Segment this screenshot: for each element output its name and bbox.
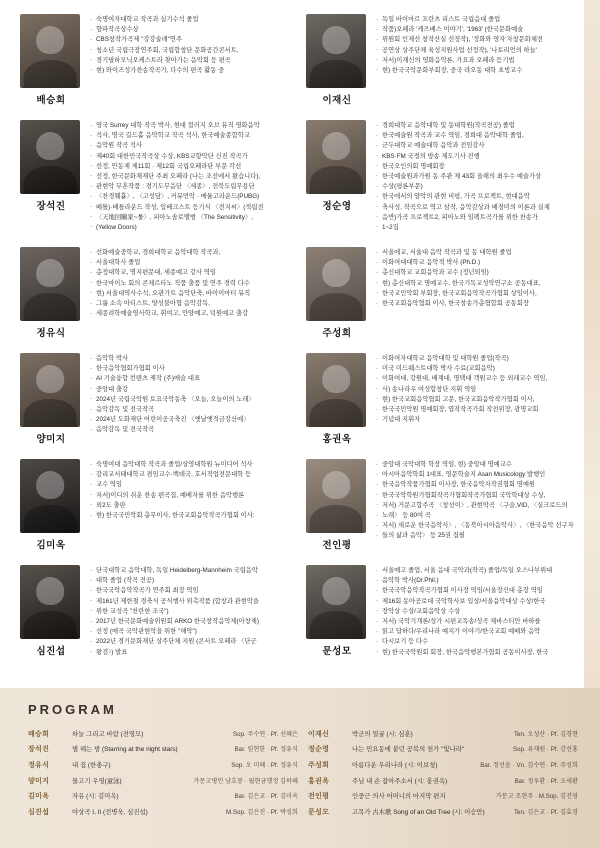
bio-line: · 기념대 지휘자 <box>376 415 580 425</box>
bio-line: · 한국예술원과가원 동 주관 제 43회 올해의 최우수 예술가상 <box>376 172 580 182</box>
program-row <box>28 743 298 759</box>
bio-text <box>376 459 580 542</box>
bio-line: · 저서)이재신의 영화음악론, 가요과 오페라 듣기법 <box>376 56 580 66</box>
program-row <box>308 774 578 790</box>
bio-line: · 세종려학예술영사학교, 휘여고, 안양예고, 덕원예고 출강 <box>90 309 294 319</box>
bio-line: · 향파작곡상수상 <box>90 25 294 35</box>
program-composer: 김미옥 <box>28 793 50 801</box>
bio-line: · 제16회 동아공로대 국악학사보 입상/서울음악대상 수상/한국 <box>376 597 580 607</box>
program-row <box>308 758 578 774</box>
program-performers: Bar. 김은교 · Pf. 김미옥 <box>234 793 298 801</box>
program-row <box>28 727 298 743</box>
bio-line: · 총신대학교 교회음악과 교수 (정년퇴임) <box>376 268 580 278</box>
bio-line: · 한국에서의 양악의 관현 비평, 가곡 프로젝트, 현대음악 <box>376 192 580 202</box>
person-name: 정유식 <box>36 328 66 340</box>
bio-text <box>376 565 580 658</box>
bio-text <box>376 120 580 233</box>
bio-line: · 현) 한국국악원회 회장, 한국음악행본가협회 공동이사장, 한국 <box>376 648 580 658</box>
portrait-block <box>20 565 82 657</box>
program-composer: 정유식 <box>28 761 50 769</box>
bio-line: · 〈찬경훼휼〉, 〈고성담〉, 커뮤먼악 · 메듈고라운드(PUBG) <box>90 192 294 202</box>
bio-line: · 현) 총신대학교 명예교수, 한국기독교성악연구소 공동대표, <box>376 279 580 289</box>
program-piece: 자유 (시: 김미옥) <box>72 793 119 801</box>
bio-line: · 한국국악음악작곡가협회 이사장 역임/서울장신대 총장 역임 <box>376 586 580 596</box>
bio-line: · (Yellow Doors) <box>90 223 294 233</box>
bio-line: · 음반)가곡 프로젝트2, 피아노와 임펙트곡가를 위한 찬송가 <box>376 213 580 223</box>
program-piece: 하늘 그리고 바람 (전영모) <box>72 730 144 738</box>
bio-line: · 한국국악학원가협회작곡가협회작곡가협회 국악학대상 수상, <box>376 491 580 501</box>
program-performers: Ten. 오성산 · Pf. 김경현 <box>513 730 578 738</box>
person-name: 심진섭 <box>36 646 66 658</box>
program-row <box>308 743 578 759</box>
bio-line: · 서울에교, 서울대 음악 작곡과 및 동 대학원 졸업 <box>376 248 580 258</box>
bio-line: · 선정, 안동제 제11회 · 제12회 국립오페라단 부문 각선 <box>90 162 294 172</box>
bio-line: · 선정 (메곡 국악관현악을 위한 "해악") <box>90 627 294 637</box>
bio-line: · 교수 역임 <box>90 480 294 490</box>
bio-line: · 수상(평론부문) <box>376 182 580 192</box>
bio-line: · 현) 한국국민악회 총무이사, 한국교회음악작곡가협회 이사: <box>90 511 294 521</box>
program-piece: 박군의 얼굴 (시: 심훈) <box>352 730 413 738</box>
bio-line: · 저서)이디의 쉬운 찬송 편곡집, 예배자를 위한 음악행론 <box>90 491 294 501</box>
portrait-block <box>306 120 368 212</box>
bio-line: · 총정대학교, 명지편문대, 세종예고 강사 역임 <box>90 268 294 278</box>
bio-line: · 현) 한국교회음악협회 고문, 한국교회음악작가협회 이사, <box>376 395 580 405</box>
portrait-block <box>306 247 368 339</box>
person-name: 양미지 <box>36 434 66 446</box>
bio-line: · CBS창작가곡제 "강강술래"연주 <box>90 35 294 45</box>
program-section <box>0 688 600 848</box>
bio-line: · 석사, 명국 길드홀 음악학교 작곡 석사, 한국예술종합학교 <box>90 131 294 141</box>
bio-line: · 〈天地回鷗家~툴〉, 피아노솔로앨범 〈The Sensitivity〉, <box>90 213 294 223</box>
program-performers: 가문고병인 남호봉 · 월현금행정 김하혜 <box>193 777 298 785</box>
bio-entry <box>20 459 294 551</box>
bio-line: · 배틀)·배틀라운드 작성, 입베크스트 등기식 〈전지씨〉(적립전 <box>90 203 294 213</box>
program-composer: 전인평 <box>308 793 330 801</box>
program-performers: Ten. 김은교 · Pf. 김효경 <box>513 809 578 817</box>
bio-line: · 왕검〉) 발표 <box>90 648 294 658</box>
program-performers: Sop. 주수연 · Pf. 선혜은 <box>232 730 298 738</box>
program-piece: 별 헤는 밤 (Starring at the night stars) <box>72 746 178 754</box>
program-composer: 주성희 <box>308 761 330 769</box>
portrait-block <box>20 353 82 445</box>
bio-line: · 한국교민악회 부회장, 한국교회음악작곡가협회 상임이사, <box>376 289 580 299</box>
bio-line: · 공연상 상주단체 육성지원사업 선정작), '나토리언의 하늘' <box>376 46 580 56</box>
bio-text <box>376 247 580 309</box>
program-performers: Bar. 정우환 · Pf. 오세환 <box>514 777 578 785</box>
bio-text <box>90 247 294 319</box>
bio-line: · 한국국민악원 명예회장, 엽작작곡가회 작전위장, 광명교회 <box>376 405 580 415</box>
bio-entry <box>20 353 294 445</box>
bio-line: · 외2도 출판 <box>90 501 294 511</box>
program-row <box>308 805 578 821</box>
bio-line: · 선화예술중학교, 경희대학교 음악대학 작곡과, <box>90 248 294 258</box>
program-composer: 문성모 <box>308 809 330 817</box>
person-name: 김미옥 <box>36 540 66 552</box>
person-name: 홍권옥 <box>322 434 352 446</box>
portrait-photo <box>20 247 80 321</box>
bio-line: · 한국국악음악작곡가 연주회 최장 역임 <box>90 586 294 596</box>
program-performers: M.Sop. 김은진 · Pf. 박성희 <box>226 809 298 817</box>
bio-line: · 숙명여자대학교 작곡과 실기수석 졸업 <box>90 15 294 25</box>
program-performers: Bar. 임현한 · Pf. 정유식 <box>234 746 298 754</box>
portrait-photo <box>20 120 80 194</box>
program-composer: 배승희 <box>28 730 50 738</box>
bio-line: · 축사성, 작곡으로 역고 삼작, 음악감상과 배경미의 이론과 실제 <box>376 203 580 213</box>
program-performers: Sop. 유재원 · Pf. 강선홍 <box>512 746 578 754</box>
portrait-block <box>20 14 82 106</box>
person-name: 장석진 <box>36 201 66 212</box>
bio-line: · 미국 미드웨스트대학 박사 수료(교회음악) <box>376 364 580 374</box>
bio-line: · 위원회 인제선 창작산실 선정작), '정화와 영자'자창문화체전 <box>376 35 580 45</box>
bio-line: · 군두대학교 예술대학 음악과 전임강사 <box>376 141 580 151</box>
bio-line: · 음악감독 및 전국작곡 <box>90 425 294 435</box>
bio-line: · 사) 송나라우 여성합창단 지휘 역임 <box>376 385 580 395</box>
program-performers: 가문고 조현주 · M.Sop. 김진영 <box>495 793 578 801</box>
bio-entry <box>20 565 294 658</box>
bio-entry <box>306 247 580 339</box>
bio-line: · 서울대학사 졸업 <box>90 258 294 268</box>
bio-line: · 영국 Surrey 대학 작곡 박사, 현대 컬러지 오브 뮤직 영화음악 <box>90 121 294 131</box>
program-piece: 나는 민요동에 붙던 공복의 천가 "빛나라" <box>352 746 465 754</box>
bio-line: · 2024년 도화재단 어린이공국축진 〈옛날옛적금강산에〉 <box>90 415 294 425</box>
program-piece: 아름다운 우리나라 (시: 이보청) <box>352 761 438 769</box>
program-composer: 심진섭 <box>28 809 50 817</box>
portrait-photo <box>306 459 366 533</box>
bio-line: · 장악상 수상/교회음악상 수상 <box>376 607 580 617</box>
program-row <box>308 727 578 743</box>
bio-line: · 선정, 한국문화재재단 주최 오페라 (나는 조선에서 왔습니다), <box>90 172 294 182</box>
portrait-block <box>306 14 368 106</box>
program-row <box>308 790 578 806</box>
program-piece: 야상곡 I, II (전병욱, 심진섭) <box>72 809 148 817</box>
bio-line: · 청소년 국립극장연주회, 국립합창단 문화공간콘서트, <box>90 46 294 56</box>
bio-line: · 독일 바이마르 프란츠 리스트 국립음대 졸업 <box>376 15 580 25</box>
portrait-block <box>20 120 82 212</box>
program-piece: 물고기 우영(童泳) <box>72 777 122 785</box>
bio-column-right <box>300 14 580 672</box>
program-column-left <box>28 727 298 821</box>
program-grid <box>28 727 578 821</box>
program-row <box>28 805 298 821</box>
bio-line: · 한국예술원 작곡과 교수 역임, 경희대 음악대학 졸업, <box>376 131 580 141</box>
bio-line: · 1~2집 <box>376 223 580 233</box>
bio-line: · 음악학 박사 <box>90 354 294 364</box>
bio-line: · 현) 한국국악문화부회장, 중국 랴오동 대학 초빙교수 <box>376 66 580 76</box>
bio-entry <box>306 120 580 233</box>
bio-line: · 2022년 경기문화재단 상주단체 지원 (콘서트 오페라 〈단군 <box>90 637 294 647</box>
portrait-photo <box>306 565 366 639</box>
bio-text <box>90 120 294 233</box>
bio-line: · 노래〉 등 80여 곡 <box>376 511 580 521</box>
bio-line: · 중앙대 국악대학 학장 역임, 현) 중앙대 명예교수 <box>376 460 580 470</box>
portrait-photo <box>20 565 80 639</box>
bio-line: · 현) 서울대역사수석, 오관가트 음악단축, 바이이마티 뮤직 <box>90 289 294 299</box>
bio-line: · KBS·FM 국경의 방송 제도기사 진행 <box>376 152 580 162</box>
bio-line: · 제40회 대한민국작곡상 수상, KBS교향악단 신진 작곡가 <box>90 152 294 162</box>
bio-text <box>90 459 294 521</box>
bio-line: · 숙명여대 음악대학 작곡과 졸업/상영대학원 뉴미디어 석사 <box>90 460 294 470</box>
bio-entry <box>20 120 294 233</box>
bio-entry <box>20 247 294 339</box>
person-name: 정순영 <box>322 201 352 212</box>
person-name: 전인평 <box>322 540 352 552</box>
bio-entry <box>306 565 580 658</box>
bio-line: · 한국음악협회가협회 이사 <box>90 364 294 374</box>
program-piece: 내 집 (한충구) <box>72 761 111 769</box>
bio-line: · 이화여대대학교 음악적 박사 (Ph.D.) <box>376 258 580 268</box>
portrait-photo <box>306 247 366 321</box>
program-composer: 정순영 <box>308 746 330 754</box>
bio-entry <box>306 459 580 551</box>
portrait-photo <box>306 120 366 194</box>
bio-entry <box>20 14 294 106</box>
bio-line: · 2017년 한국문화예술위원회 ARKO 한국창작음악제(아창제) <box>90 617 294 627</box>
portrait-block <box>306 353 368 445</box>
bio-column-left <box>20 14 300 672</box>
bio-line: · 단국대학교 음악대학, 독일 Heidelberg-Mannheim 국립음악 <box>90 566 294 576</box>
bio-line: · 대학 졸업 (작곡 전공) <box>90 576 294 586</box>
bio-line: · 서울예고 졸업, 서울 음대 국악과(작곡) 졸업/독일 오스나부뤼대 <box>376 566 580 576</box>
bio-line: · 현) 와이즈성가찬송작곡가, 다수의 편곡 활동 중 <box>90 66 294 76</box>
bio-line: · 다시보기 등 다수 <box>376 637 580 647</box>
bio-line: · 들의 삶과 음악〉 등 25권 집필 <box>376 531 580 541</box>
portrait-block <box>306 459 368 551</box>
bio-line: · 경기필하모닉오케스트라 찾아가는 음악회 등 편곡 <box>90 56 294 66</box>
program-composer: 양미지 <box>28 777 50 785</box>
person-name: 배승희 <box>36 95 66 106</box>
program-performers: Bar. 정선윤 · Vn. 김수연 · Pf. 주성희 <box>480 761 578 769</box>
bio-line: · 작품)오페라 '캐즈배스 이야기', '1963' (한국문화예술 <box>376 25 580 35</box>
bio-line: · 저서) 국악기개론/성가 시편교독송/성곡 제바스티안 바하를 <box>376 617 580 627</box>
program-row <box>28 790 298 806</box>
bio-line: · 이화여대, 강원대, 배재대, 명택대 객원교수 등 외래교수 역임, <box>376 374 580 384</box>
program-composer: 장석진 <box>28 746 50 754</box>
bio-line: · 한국교회음악협회 이사, 한국창송가총협합회 공동회장 <box>376 299 580 309</box>
person-name: 주성희 <box>322 328 352 340</box>
bio-line: · 저서) 거문고합주곡 〈창선이〉, 관현악곡 〈구슬,VID, 〈실크로드의 <box>376 501 580 511</box>
bio-line: · 한국음악작품가협회 이사장, 한국음악자작권협회 명예원 <box>376 480 580 490</box>
bio-line: · 위한 교성곡 "찬란한 조국") <box>90 607 294 617</box>
bio-text <box>376 353 580 425</box>
bio-text <box>376 14 580 76</box>
bio-line: · 음악원 작곡 석사 <box>90 141 294 151</box>
portrait-block <box>20 459 82 551</box>
bio-line: · 중앙대 출강 <box>90 385 294 395</box>
bio-line: · 아시아음악학회 1대표, 영문학술지 Asan Musicology 발행인 <box>376 470 580 480</box>
program-piece: 인중근 의사 어머니의 마지막 편지 <box>352 793 446 801</box>
program-piece: 주님 내 손 잡아주소서 (시: 홍권옥) <box>352 777 448 785</box>
portrait-photo <box>306 353 366 427</box>
bio-line: · 음악감독 및 전국작곡 <box>90 405 294 415</box>
program-composer: 홍권옥 <box>308 777 330 785</box>
program-column-right <box>308 727 578 821</box>
bio-line: · 한국마이노 회의 콘체르타노 직품 출품 및 연주 경력 다수 <box>90 279 294 289</box>
bio-line: · 저서) 새로운 한국음악사〉, 〈동북아시아음악사〉, 〈한국음악 선구자 <box>376 521 580 531</box>
bio-line: · 2024년 국립국악원 토요국악동축 〈오늘, 오늘이의 노래〉 <box>90 395 294 405</box>
portrait-block <box>20 247 82 339</box>
bio-entry <box>306 353 580 445</box>
bio-line: · 관현악 무혼작품 : 경기도무음단 〈세종〉, 전북도립무용단 <box>90 182 294 192</box>
program-performers: Sop. 오 미혜 · Pf. 정유식 <box>231 761 298 769</box>
portrait-photo <box>20 353 80 427</box>
bio-text <box>90 14 294 76</box>
program-row <box>28 758 298 774</box>
bio-line: · 음악학 박사(Dr.Phil.) <box>376 576 580 586</box>
bio-line: · 제161년 제한철 경축식 공식행사 위촉작품 (합창과 관현악을 <box>90 597 294 607</box>
person-name: 이재신 <box>322 95 352 106</box>
portrait-photo <box>20 459 80 533</box>
program-row <box>28 774 298 790</box>
bio-line: · 경희대학교 음악대학 및 동대학원(작곡전공) 졸업 <box>376 121 580 131</box>
bio-line: · 이화여자대학교 음악대학 및 대학원 졸업(작곡) <box>376 354 580 364</box>
person-name: 문성모 <box>322 646 352 658</box>
portrait-photo <box>306 14 366 88</box>
bio-text <box>90 565 294 658</box>
portrait-block <box>306 565 368 657</box>
bio-line: · 읽고 답하다/우리나라 예지가 이야기/한국교회 예배와 음악 <box>376 627 580 637</box>
program-composer: 이재신 <box>308 730 330 738</box>
program-heading: PROGRAM <box>28 702 117 717</box>
bio-text <box>90 353 294 436</box>
bio-line: · 그룹 소속 아티스트, 양성불아협 음악감독, <box>90 299 294 309</box>
bio-line: · AI 기술융합 컨텐츠 제작 (주)애슬 대표 <box>90 374 294 384</box>
program-piece: 고목가 古木歌 Song of an Old Tree (시: 이승만) <box>352 809 485 817</box>
bio-entry <box>306 14 580 106</box>
bio-line: · 감리교서태대학교 겸임교수·백데국, 호서직업전문대학 등 <box>90 470 294 480</box>
portrait-photo <box>20 14 80 88</box>
bio-line: · 한국오인의회 명예회장 <box>376 162 580 172</box>
